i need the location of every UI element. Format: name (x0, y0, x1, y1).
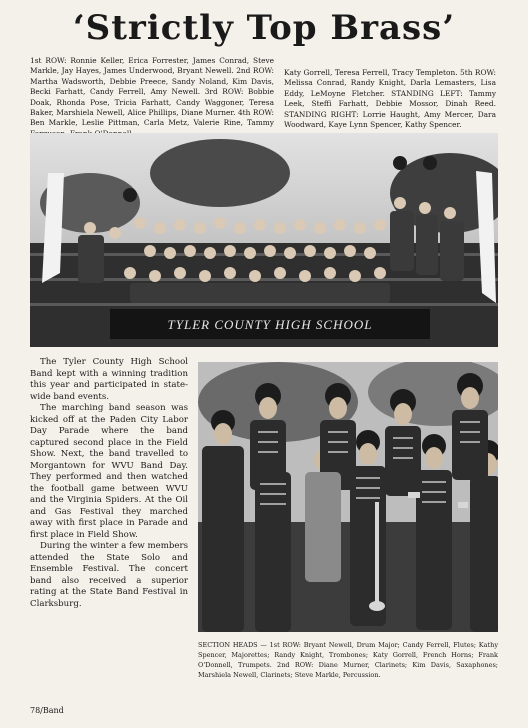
article-paragraph: During the winter a few members attended the State Solo and Ensemble Festival. The concert band also received a superior rating at the State Band Festival in Clarksburg. (30, 541, 188, 609)
band-group-photo-image (30, 133, 498, 347)
school-banner-text: TYLER COUNTY HIGH SCHOOL (167, 317, 373, 332)
section-heads-photo (198, 362, 498, 632)
section-heads-caption: SECTION HEADS — 1st ROW: Bryant Newell, Drum Major; Candy Ferrell, Flutes; Kathy Spencer, Majorettes; Randy Knight, Trombones; Katy Gorrell, French Horns; Frank O'Donnell, Trumpets. 2nd ROW: Diane Murner, Clarinets; Kim Davis, Saxaphones; Marshiela Newell, Clarinets; Steve Markle, Percussion. (198, 641, 498, 679)
article-paragraph: The marching band season was kicked off at the Paden City Labor Day Parade where the band captured second place in the Field Show. Next, the band travelled to Morgantown for WVU Band Day. They performed and then watched the football game between WVU and the Virginia Spiders. At the Oil and Gas Festival they marched away with first place in Parade and first place in Field Show. (30, 403, 188, 540)
group-photo-caption-left: 1st ROW: Ronnie Keller, Erica Forrester, James Conrad, Steve Markle, Jay Hayes, James Underwood, Bryant Newell. 2nd ROW: Martha Wadsworth, Debbie Preece, Sandy Noland, Kim Davis, Becki Farhatt, Candy Ferrell, Amy Newell. 3rd ROW: Bobbie Doak, Rhonda Pose, Tricia Farhatt, Candy Waggoner, Teresa Baker, Marshiela Newell, Alice Phillips, Diane Murner. 4th ROW: Ben Markle, Leslie Pittman, Carla Metz, Valerie Rine, Tammy (30, 56, 274, 128)
page-folio: 78/Band (30, 706, 64, 715)
band-article (30, 357, 188, 610)
page-title: ‘Strictly Top Brass’ (72, 8, 456, 48)
section-heads-photo-image (198, 362, 498, 632)
group-photo-caption-right: Katy Gorrell, Teresa Ferrell, Tracy Templeton. 5th ROW: Melissa Conrad, Randy Knight, Darla Lemasters, Lisa Eddy, LeMoyne Fletcher. STANDING LEFT: Tammy Leek, Steffi Farhatt, Debbie Mossor, Dinah Reed. STANDING RIGHT: Lorrie Haught, Amy Mercer, Dara Woodward, Kaye Lynn Spencer, Kathy Spencer. (284, 68, 496, 130)
band-group-photo (30, 133, 498, 347)
article-paragraph: The Tyler County High School Band kept with a winning tradition this year and participated in state-wide band events. (30, 357, 188, 402)
